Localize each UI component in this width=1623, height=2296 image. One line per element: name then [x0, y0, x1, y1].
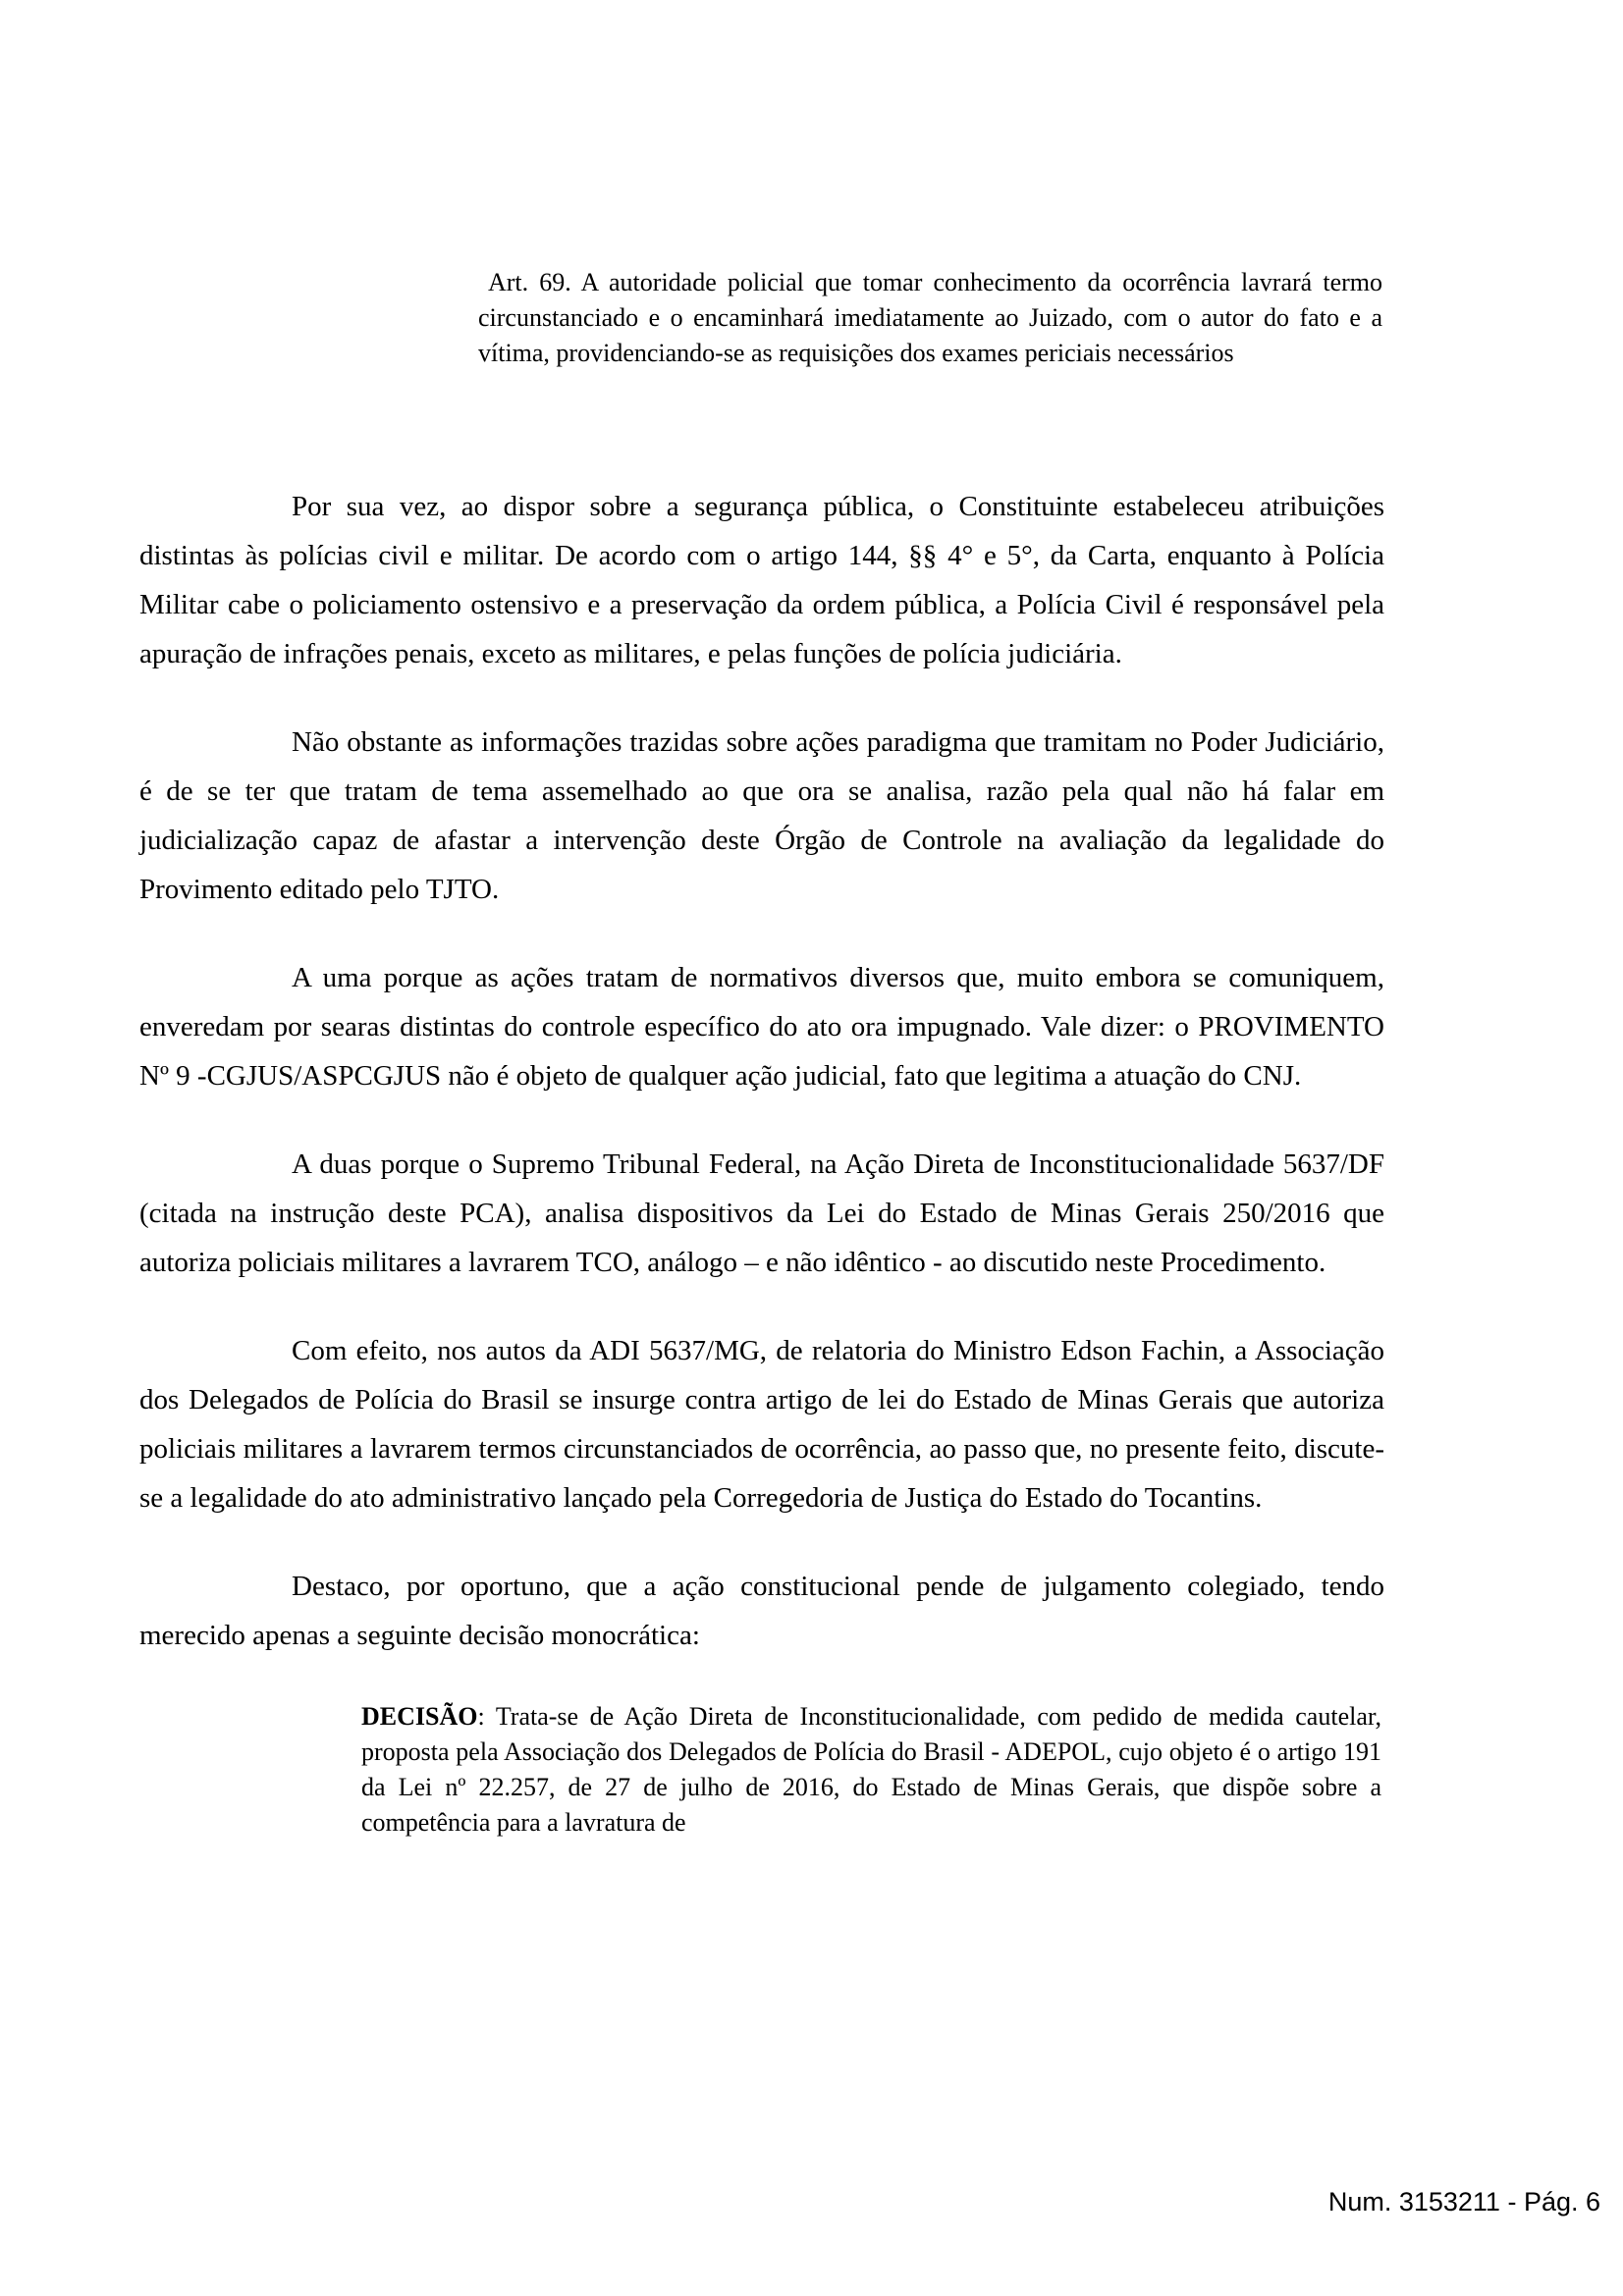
paragraph-a-uma-porque: A uma porque as ações tratam de normativos diversos que, muito embora se comuniquem, enveredam por searas distintas do controle específico do ato ora impugnado. Vale dizer: o PROVIMENTO Nº 9 -CGJUS/ASPCGJUS não é objeto de qualquer ação judicial, fato que legitima a atuação do CNJ. [139, 962, 1384, 1092]
page-number-footer: Num. 3153211 - Pág. 6 [1327, 2187, 1600, 2216]
paragraph-constituinte: Por sua vez, ao dispor sobre a segurança pública, o Constituinte estabeleceu atribuições distintas às polícias civil e militar. De acordo com o artigo 144, §§ 4° e 5°, da Carta, enquanto à Polícia Militar cabe o policiamento ostensivo e a preservação da ordem pública, a Polícia Civil é responsável pela apuração de infrações penais, exceto as militares, e pelas funções de polícia judiciária. [139, 491, 1384, 669]
document-content [139, 0, 1384, 1841]
paragraph-nao-obstante: Não obstante as informações trazidas sobre ações paradigma que tramitam no Poder Judiciário, é de se ter que tratam de tema assemelhado ao que ora se analisa, razão pela qual não há falar em judicialização capaz de afastar a intervenção deste Órgão de Controle na avaliação da legalidade do Provimento editado pelo TJTO. [139, 726, 1384, 905]
decision-blockquote [361, 1699, 1381, 1841]
decision-label: DECISÃO [361, 1702, 478, 1731]
paragraph-destaco: Destaco, por oportuno, que a ação constitucional pende de julgamento colegiado, tendo merecido apenas a seguinte decisão monocrática: [139, 1571, 1384, 1651]
paragraph-com-efeito: Com efeito, nos autos da ADI 5637/MG, de relatoria do Ministro Edson Fachin, a Associação dos Delegados de Polícia do Brasil se insurge contra artigo de lei do Estado de Minas Gerais que autoriza policiais militares a lavrarem termos circunstanciados de ocorrência, ao passo que, no presente feito, discute-se a legalidade do ato administrativo lançado pela Corregedoria de Justiça do Estado do Tocantins. [139, 1335, 1384, 1514]
paragraph-a-duas-porque: A duas porque o Supremo Tribunal Federal, na Ação Direta de Inconstitucionalidade 5637/DF (citada na instrução deste PCA), analisa dispositivos da Lei do Estado de Minas Gerais 250/2016 que autoriza policiais militares a lavrarem TCO, análogo – e não idêntico - ao discutido neste Procedimento. [139, 1148, 1384, 1278]
decision-text: : Trata-se de Ação Direta de Inconstitucionalidade, com pedido de medida cautelar, proposta pela Associação dos Delegados de Polícia do Brasil - ADEPOL, cujo objeto é o artigo 191 da Lei nº 22.257, de 27 de julho de 2016, do Estado de Minas Gerais, que dispõe sobre a competência para a lavratura de [361, 1702, 1381, 1837]
article-69-blockquote: Art. 69. A autoridade policial que tomar conhecimento da ocorrência lavrará termo circunstanciado e o encaminhará imediatamente ao Juizado, com o autor do fato e a vítima, providenciando-se as requisições dos exames periciais necessários [478, 268, 1382, 367]
